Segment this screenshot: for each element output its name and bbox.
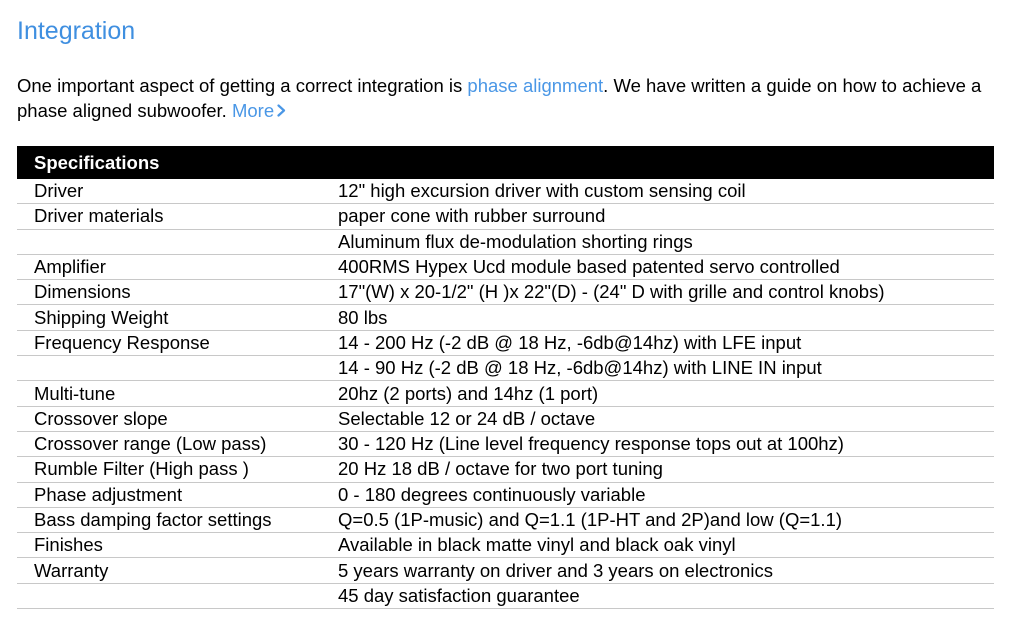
spec-row xyxy=(17,330,994,355)
more-link-label: More xyxy=(231,100,275,121)
phase-alignment-link[interactable]: phase alignment xyxy=(467,75,604,96)
spec-value: Aluminum flux de-modulation shorting rings xyxy=(338,229,994,254)
spec-value: 20hz (2 ports) and 14hz (1 port) xyxy=(338,381,994,406)
spec-value: 14 - 90 Hz (-2 dB @ 18 Hz, -6db@14hz) with LINE IN input xyxy=(338,356,994,381)
spec-label: Finishes xyxy=(17,533,338,558)
spec-row xyxy=(17,457,994,482)
spec-value: Available in black matte vinyl and black oak vinyl xyxy=(338,533,994,558)
spec-value: 12" high excursion driver with custom sensing coil xyxy=(338,179,994,204)
spec-row xyxy=(17,305,994,330)
specifications-table xyxy=(17,146,994,609)
spec-row xyxy=(17,533,994,558)
spec-row xyxy=(17,507,994,532)
spec-row xyxy=(17,558,994,583)
more-link[interactable] xyxy=(232,100,286,121)
spec-value: 400RMS Hypex Ucd module based patented servo controlled xyxy=(338,254,994,279)
spec-label: Frequency Response xyxy=(17,330,338,355)
spec-label: Warranty xyxy=(17,558,338,583)
intro-text-before: One important aspect of getting a correct integration is xyxy=(17,75,468,96)
spec-label: Bass damping factor settings xyxy=(17,507,338,532)
spec-label xyxy=(17,583,338,608)
spec-row xyxy=(17,356,994,381)
spec-label: Driver materials xyxy=(17,204,338,229)
spec-label: Rumble Filter (High pass ) xyxy=(17,457,338,482)
spec-label: Multi-tune xyxy=(17,381,338,406)
spec-row xyxy=(17,229,994,254)
spec-row xyxy=(17,254,994,279)
spec-value: 14 - 200 Hz (-2 dB @ 18 Hz, -6db@14hz) with LFE input xyxy=(338,330,994,355)
spec-row xyxy=(17,583,994,608)
spec-label: Shipping Weight xyxy=(17,305,338,330)
spec-label: Phase adjustment xyxy=(17,482,338,507)
spec-label xyxy=(17,356,338,381)
intro-paragraph xyxy=(17,73,1012,123)
spec-value: 45 day satisfaction guarantee xyxy=(338,583,994,608)
spec-value: paper cone with rubber surround xyxy=(338,204,994,229)
spec-row xyxy=(17,482,994,507)
spec-row xyxy=(17,204,994,229)
spec-row xyxy=(17,431,994,456)
spec-row xyxy=(17,381,994,406)
spec-value: 5 years warranty on driver and 3 years on electronics xyxy=(338,558,994,583)
spec-label xyxy=(17,229,338,254)
spec-label: Amplifier xyxy=(17,254,338,279)
specifications-body xyxy=(17,179,994,609)
specifications-header: Specifications xyxy=(17,146,994,179)
spec-row xyxy=(17,179,994,204)
spec-row xyxy=(17,280,994,305)
spec-value: Selectable 12 or 24 dB / octave xyxy=(338,406,994,431)
spec-value: Q=0.5 (1P-music) and Q=1.1 (1P-HT and 2P)and low (Q=1.1) xyxy=(338,507,994,532)
page-heading: Integration xyxy=(17,17,136,45)
intro-text-after: . We have written a guide on how to achieve a phase aligned subwoofer. xyxy=(17,75,982,121)
spec-value: 20 Hz 18 dB / octave for two port tuning xyxy=(338,457,994,482)
spec-value: 17"(W) x 20-1/2" (H )x 22"(D) - (24" D with grille and control knobs) xyxy=(338,280,994,305)
spec-label: Driver xyxy=(17,179,338,204)
spec-value: 80 lbs xyxy=(338,305,994,330)
spec-row xyxy=(17,406,994,431)
chevron-right-icon xyxy=(277,104,286,117)
specifications-header-row xyxy=(17,146,994,179)
spec-label: Crossover range (Low pass) xyxy=(17,431,338,456)
spec-label: Crossover slope xyxy=(17,406,338,431)
spec-value: 0 - 180 degrees continuously variable xyxy=(338,482,994,507)
spec-value: 30 - 120 Hz (Line level frequency response tops out at 100hz) xyxy=(338,431,994,456)
spec-label: Dimensions xyxy=(17,280,338,305)
